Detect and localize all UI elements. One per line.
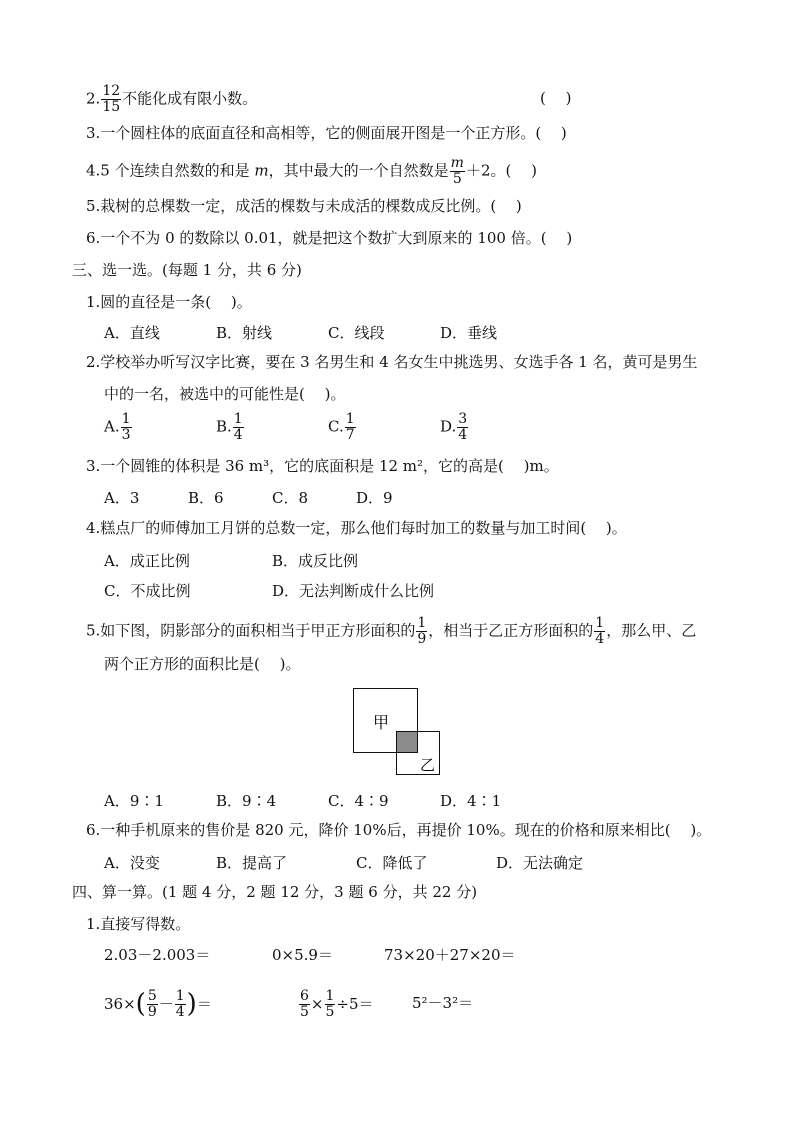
- s3-q2-option-d[interactable]: D. $\frac{3}{4}$: [440, 411, 468, 443]
- s3-q5-option-b[interactable]: B．9∶4: [216, 792, 277, 810]
- s3-q5-option-d[interactable]: D．4∶1: [440, 792, 502, 810]
- s3-q6-option-c[interactable]: C．降低了: [356, 854, 428, 872]
- calc-3: 73×20＋27×20＝: [384, 946, 516, 964]
- right-paren: ): [186, 989, 197, 1019]
- s3-q2-stem-line1: 2.学校举办听写汉字比赛，要在 3 名男生和 4 名女生中挑选男、女选手各 1 名，黄可是男生: [86, 353, 698, 371]
- s3-q5-stem-line1: 5.如下图，阴影部分的面积相当于甲正方形面积的 $\frac{1}{9}$ ，相当于乙正方形面积的 $\frac{1}{4}$ ，那么甲、乙: [86, 615, 697, 647]
- left-paren: (: [135, 989, 146, 1019]
- s3-q3-option-d[interactable]: D．9: [356, 489, 393, 507]
- s3-q5-option-a[interactable]: A．9∶1: [104, 792, 164, 810]
- calc-2: 0×5.9＝: [272, 946, 333, 964]
- s3-q1-stem: 1.圆的直径是一条( )。: [86, 293, 252, 311]
- judge-q4: 4.5 个连续自然数的和是 m，其中最大的一个自然数是 $\frac{m}{5}$ ＋2。( ): [86, 155, 537, 187]
- s3-q4-stem: 4.糕点厂的师傅加工月饼的总数一定，那么他们每时加工的数量与加工时间( )。: [86, 519, 627, 537]
- section-3-title: 三、选一选。(每题 1 分，共 6 分): [72, 261, 302, 279]
- calc-5: $\frac{6}{5}$ × $\frac{1}{5}$ ÷5＝: [300, 987, 374, 1020]
- calc-1: 2.03－2.003＝: [104, 946, 211, 964]
- s3-q3-option-a[interactable]: A．3: [104, 489, 140, 507]
- s3-q2-option-b[interactable]: B. $\frac{1}{4}$: [216, 411, 243, 443]
- squares-figure: [353, 688, 443, 778]
- s3-q1-option-d[interactable]: D．垂线: [440, 324, 498, 342]
- label-yi: 乙: [420, 756, 436, 774]
- judge-q2-answer[interactable]: ( ): [540, 89, 572, 107]
- judge-q6: 6.一个不为 0 的数除以 0.01，就是把这个数扩大到原来的 100 倍。( ): [86, 229, 573, 247]
- fraction-m-5: $\frac{m}{5}$: [450, 155, 464, 187]
- s3-q1-option-b[interactable]: B．射线: [216, 324, 273, 342]
- s3-q6-option-a[interactable]: A．没变: [104, 854, 160, 872]
- s3-q5-option-c[interactable]: C．4∶9: [328, 792, 389, 810]
- s4-q1-stem: 1.直接写得数。: [86, 915, 191, 933]
- section-4-title: 四、算一算。(1 题 4 分，2 题 12 分，3 题 6 分，共 22 分): [72, 883, 478, 901]
- calc-6: 5²－3²＝: [412, 994, 474, 1012]
- s3-q2-stem-line2: 中的一名，被选中的可能性是( )。: [104, 385, 346, 403]
- s3-q4-option-a[interactable]: A．成正比例: [104, 552, 190, 570]
- s3-q4-option-b[interactable]: B．成反比例: [272, 552, 359, 570]
- judge-q5: 5.栽树的总棵数一定，成活的棵数与未成活的棵数成反比例。( ): [86, 197, 522, 215]
- s3-q6-option-b[interactable]: B．提高了: [216, 854, 288, 872]
- s3-q4-option-c[interactable]: C．不成比例: [104, 582, 191, 600]
- s3-q6-stem: 6.一种手机原来的售价是 820 元，降价 10%后，再提价 10%。现在的价格和原来相比( )。: [86, 821, 712, 839]
- judge-q2: 2. $\frac{12}{15}$ 不能化成有限小数。: [86, 83, 258, 115]
- s3-q3-option-b[interactable]: B．6: [188, 489, 224, 507]
- s3-q1-option-c[interactable]: C．线段: [328, 324, 385, 342]
- s3-q5-stem-line2: 两个正方形的面积比是( )。: [104, 655, 301, 673]
- calc-4: 36×( $\frac{5}{9}$ － $\frac{1}{4}$ )＝: [104, 987, 212, 1020]
- s3-q3-option-c[interactable]: C．8: [272, 489, 309, 507]
- s3-q2-option-c[interactable]: C. $\frac{1}{7}$: [328, 411, 355, 443]
- fraction-12-15: $\frac{12}{15}$: [102, 83, 121, 115]
- s3-q6-option-d[interactable]: D．无法确定: [496, 854, 584, 872]
- shaded-overlap: [397, 732, 418, 753]
- label-jia: 甲: [373, 713, 390, 732]
- s3-q2-option-a[interactable]: A. $\frac{1}{3}$: [104, 411, 131, 443]
- s3-q1-option-a[interactable]: A．直线: [104, 324, 160, 342]
- s3-q3-stem: 3.一个圆锥的体积是 36 m³，它的底面积是 12 m²，它的高是( )m。: [86, 457, 559, 475]
- s3-q4-option-d[interactable]: D．无法判断成什么比例: [272, 582, 435, 600]
- judge-q3: 3.一个圆柱体的底面直径和高相等，它的侧面展开图是一个正方形。( ): [86, 124, 567, 142]
